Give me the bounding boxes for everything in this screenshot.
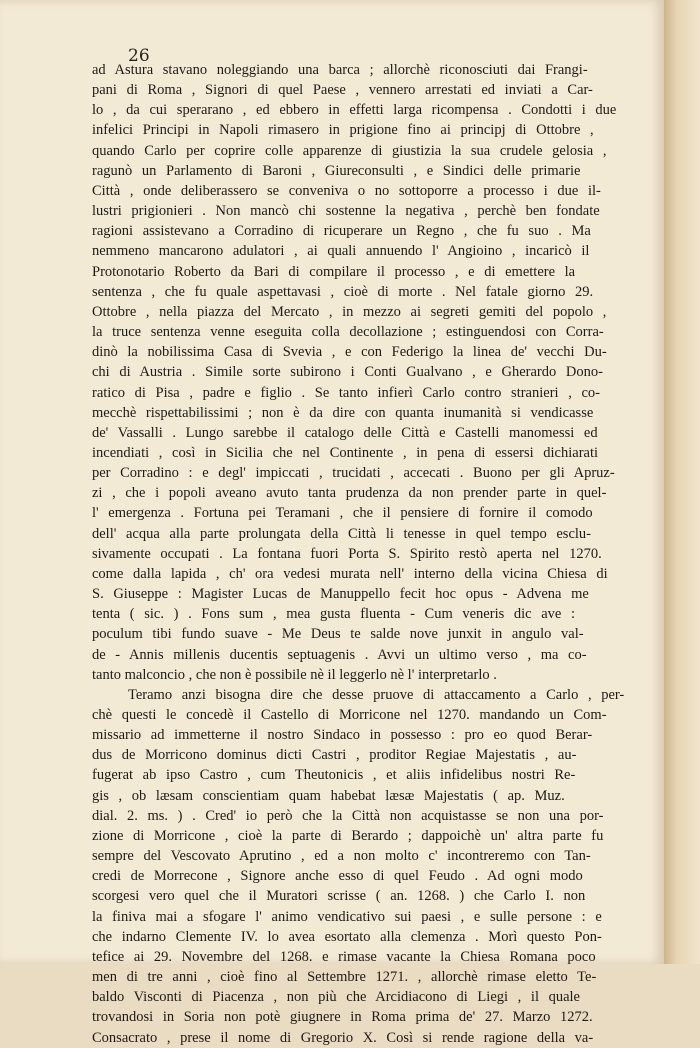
text-line: ratico di Pisa , padre e figlio . Se tanto infierì Carlo contro stranieri , co- (92, 384, 600, 401)
text-line: ad Astura stavano noleggiando una barca ; allorchè riconosciuti dai Frangi- (92, 62, 588, 78)
page-number: 26 (128, 46, 150, 66)
text-line: Ottobre , nella piazza del Mercato , in mezzo ai segreti gemiti del popolo , (92, 303, 607, 320)
text-line: la finiva mai a sfogare l' animo vendicativo sui paesi , e sulle persone : e (92, 908, 602, 925)
text-line: zi , che i popoli aveano avuto tanta prudenza da non prender parte in quel- (92, 485, 607, 502)
text-line: dus de Morricono dominus dicti Castri , proditor Regiae Majestatis , au- (92, 747, 577, 764)
text-line: mecchè rispettabilissimi ; non è da dire con quanta inumanità si vendicasse (92, 404, 594, 421)
text-line: Consacrato , prese il nome di Gregorio X. Così si rende ragione della va- (92, 1029, 594, 1046)
text-line: sempre del Vescovato Aprutino , ed a non molto c' incontreremo con Tan- (92, 848, 591, 865)
text-line: l' emergenza . Fortuna pei Teramani , che il pensiere di fornire il comodo (92, 505, 593, 522)
body-text (92, 60, 648, 1048)
text-line: baldo Visconti di Piacenza , non più che Arcidiacono di Liegi , il quale (92, 989, 580, 1006)
text-line: Protonotario Roberto da Bari di compilare il processo , e di emettere la (92, 263, 576, 280)
text-line: men di tre anni , cioè fino al Settembre 1271. , allorchè rimase eletto Te- (92, 969, 597, 986)
text-line: tefice ai 29. Novembre del 1268. e rimase vacante la Chiesa Romana poco (92, 948, 596, 965)
text-line: tenta ( sic. ) . Fons sum , mea gusta fluenta - Cum veneris dic ave : (92, 606, 575, 623)
text-line: che indarno Clemente IV. lo avea esortato alla clemenza . Morì questo Pon- (92, 928, 602, 945)
text-line: tanto malconcio , che non è possibile nè il leggerlo nè l' interpretarlo . (92, 666, 497, 683)
page-edge (664, 0, 700, 964)
text-line: chi di Austria . Simile sorte subirono i Conti Gualvano , e Gherardo Dono- (92, 364, 603, 381)
text-line: missario ad immetterne il nostro Sindaco in possesso : pro eo quod Berar- (92, 727, 593, 744)
text-line: credi de Morrecone , Signore anche esso di quel Feudo . Ad ogni modo (92, 868, 583, 885)
text-line: zione di Morricone , cioè la parte di Berardo ; dappoichè un' altra parte fu (92, 827, 604, 844)
text-line: lo , da cui sperarano , ed ebbero in effetti larga ricompensa . Condotti i due (92, 102, 617, 119)
text-line: quando Carlo per coprire colle apparenze di giustizia la sua crudele gelosia , (92, 142, 607, 159)
text-line: trovandosi in Soria non potè giugnere in Roma prima de' 27. Marzo 1272. (92, 1009, 593, 1026)
text-line: de - Annis millenis ducentis septuagenis . Avvi un ultimo verso , ma co- (92, 646, 587, 663)
text-line: lustri prigionieri . Non mancò chi sostenne la negativa , perchè ben fondate (92, 203, 600, 220)
text-line: dinò la nobilissima Casa di Svevia , e con Federigo la linea de' vecchi Du- (92, 344, 607, 361)
text-line: sentenza , che fu quale aspettavasi , cioè di morte . Nel fatale giorno 29. (92, 283, 594, 300)
text-line: ragunò un Parlamento di Baroni , Giureconsulti , e Sindici delle primarie (92, 162, 581, 179)
text-line: Città , onde deliberassero se conveniva o no sottoporre a processo i due il- (92, 182, 601, 199)
text-line: come dalla lapida , ch' ora vedesi murata nell' interno della vicina Chiesa di (92, 565, 608, 582)
text-line: chè questi le concedè il Castello di Morricone nel 1270. mandando un Com- (92, 707, 607, 723)
text-line: S. Giuseppe : Magister Lucas de Manuppello fecit hoc opus - Advena me (92, 586, 589, 603)
text-line: dell' acqua alla parte prolungata della Città li tenesse in quel tempo esclu- (92, 525, 591, 542)
text-line: de' Vassalli . Lungo sarebbe il catalogo delle Città e Castelli manomessi ed (92, 424, 598, 441)
text-line: poculum tibi fundo suave - Me Deus te salde nove junxit in angulo val- (92, 626, 584, 643)
text-line: incendiati , così in Sicilia che nel Continente , in pena di essersi dichiarati (92, 444, 599, 461)
text-line: fugerat ab ipso Castro , cum Theutonicis , et aliis infidelibus nostri Re- (92, 767, 576, 784)
text-line: nemmeno mancarono adulatori , ai quali annuendo l' Angioino , incaricò il (92, 243, 590, 260)
text-line: la truce sentenza venne eseguita colla decollazione ; estinguendosi con Corra- (92, 324, 604, 341)
text-line: sivamente occupati . La fontana fuori Porta S. Spirito restò aperta nel 1270. (92, 545, 602, 562)
text-line: scorgesi vero quel che il Muratori scrisse ( an. 1268. ) che Carlo I. non (92, 888, 586, 905)
text-line: pani di Roma , Signori di quel Paese , vennero arrestati ed inviati a Car- (92, 82, 593, 99)
text-line: per Corradino : e degl' impiccati , trucidati , accecati . Buono per gli Apruz- (92, 465, 615, 482)
text-line: Teramo anzi bisogna dire che desse pruove di attaccamento a Carlo , per- (128, 686, 625, 703)
text-line: gis , ob læsam conscientiam quam habebat læsæ Majestatis ( ap. Muz. (92, 787, 565, 804)
text-line: ragioni assistevano a Corradino di ricuperare un Regno , che fu suo . Ma (92, 223, 591, 240)
text-line: infelici Principi in Napoli rimasero in prigione fino ai principj di Ottobre , (92, 122, 594, 139)
text-line: dial. 2. ms. ) . Cred' io però che la Città non acquistasse se non una por- (92, 807, 604, 824)
